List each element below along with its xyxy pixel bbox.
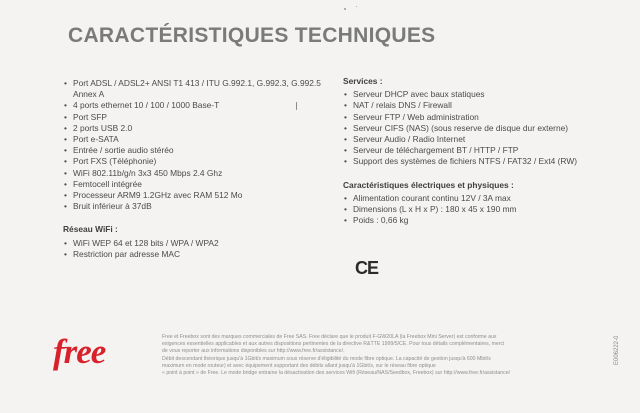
- service-item: • Serveur DHCP avec baux statiques: [343, 89, 628, 100]
- service-item: • Support des systèmes de fichiers NTFS / FAT32 / Ext4 (RW): [343, 156, 628, 167]
- ce-conformity-mark: CE: [355, 258, 379, 278]
- service-item: • Serveur Audio / Radio Internet: [343, 134, 628, 145]
- legal-line: exigences essentielles applicables et aux autres dispositions pertinentes de la directive R&TTE 1999/5/CE. Pour tous détails complémentaires, merci: [162, 341, 505, 348]
- spec-item: • Processeur ARM9 1.2GHz avec RAM 512 Mo: [63, 190, 328, 201]
- services-list: [343, 89, 628, 167]
- spec-item: • 2 ports USB 2.0: [63, 123, 328, 134]
- spec-item: • Port e-SATA: [63, 134, 328, 145]
- spec-item: • 4 ports ethernet 10 / 100 / 1000 Base-T: [63, 100, 328, 111]
- spec-item: • Entrée / sortie audio stéréo: [63, 145, 328, 156]
- legal-line: « point à point » de Free. Le mode bridge entraine la désactivation des services Wifi (Réseau/NAS/Seedbox, Freebox) sur http://www.free.fr/assistance/: [162, 370, 511, 377]
- spec-item: • Port ADSL / ADSL2+ ANSI T1 413 / ITU G.992.1, G.992.3, G.992.5 Annex A: [63, 78, 328, 100]
- electrical-item: • Alimentation courant continu 12V / 3A max: [343, 193, 628, 204]
- legal-line: Débit descendant théorique jusqu'à 1Gbit/s maximum sous réserve d'éligibilité du mode fibre optique. La capacité de gestion jusqu'à 600 Mbit/s: [162, 355, 491, 362]
- spec-item: • Femtocell intégrée: [63, 179, 328, 190]
- electrical-section-title: Caractéristiques électriques et physiques :: [343, 179, 514, 190]
- scan-speck: [356, 6, 357, 7]
- left-column: [63, 78, 328, 260]
- electrical-item: • Dimensions (L x H x P) : 180 x 45 x 190 mm: [343, 204, 628, 215]
- spec-item: • Bruit inférieur à 37dB: [63, 201, 328, 212]
- page-title: CARACTÉRISTIQUES TECHNIQUES: [68, 24, 436, 47]
- legal-line: de vous reporter aux informations disponibles sur http://www.free.fr/assistance/.: [162, 348, 345, 355]
- spec-item: • WiFi 802.11b/g/n 3x3 450 Mbps 2.4 Ghz: [63, 168, 328, 179]
- right-column: [343, 76, 628, 226]
- spec-item: • Port SFP: [63, 112, 328, 123]
- services-section-title: Services :: [343, 76, 383, 86]
- scan-speck: [344, 8, 346, 10]
- service-item: • Serveur de téléchargement BT / HTTP / FTP: [343, 145, 628, 156]
- legal-notice: [162, 334, 604, 377]
- hardware-spec-list: [63, 78, 328, 212]
- wifi-spec-list: [63, 238, 328, 260]
- legal-line: maximum en mode routeur) et avec équipement supportant des débits allant jusqu'à 1Gbit/s, sur le réseau fibre optique: [162, 362, 436, 369]
- free-logo: free: [53, 332, 106, 371]
- electrical-spec-list: [343, 193, 628, 227]
- wifi-item: • WiFi WEP 64 et 128 bits / WPA / WPA2: [63, 238, 328, 249]
- legal-line: Free et Freebox sont des marques commerciales de Free SAS. Free déclare que le produit F-GW20LA (la Freebox Mini Server) est conforme aux: [162, 334, 497, 340]
- reference-code: E006222-0: [614, 335, 620, 365]
- spec-item: • Port FXS (Téléphonie): [63, 156, 328, 167]
- service-item: • Serveur FTP / Web administration: [343, 112, 628, 123]
- service-item: • NAT / relais DNS / Firewall: [343, 100, 628, 111]
- wifi-section-title: Réseau WiFi :: [63, 224, 118, 235]
- service-item: • Serveur CIFS (NAS) (sous reserve de disque dur externe): [343, 123, 628, 134]
- wifi-item: • Restriction par adresse MAC: [63, 249, 328, 260]
- scan-mark: [296, 102, 297, 110]
- electrical-item: • Poids : 0,66 kg: [343, 215, 628, 226]
